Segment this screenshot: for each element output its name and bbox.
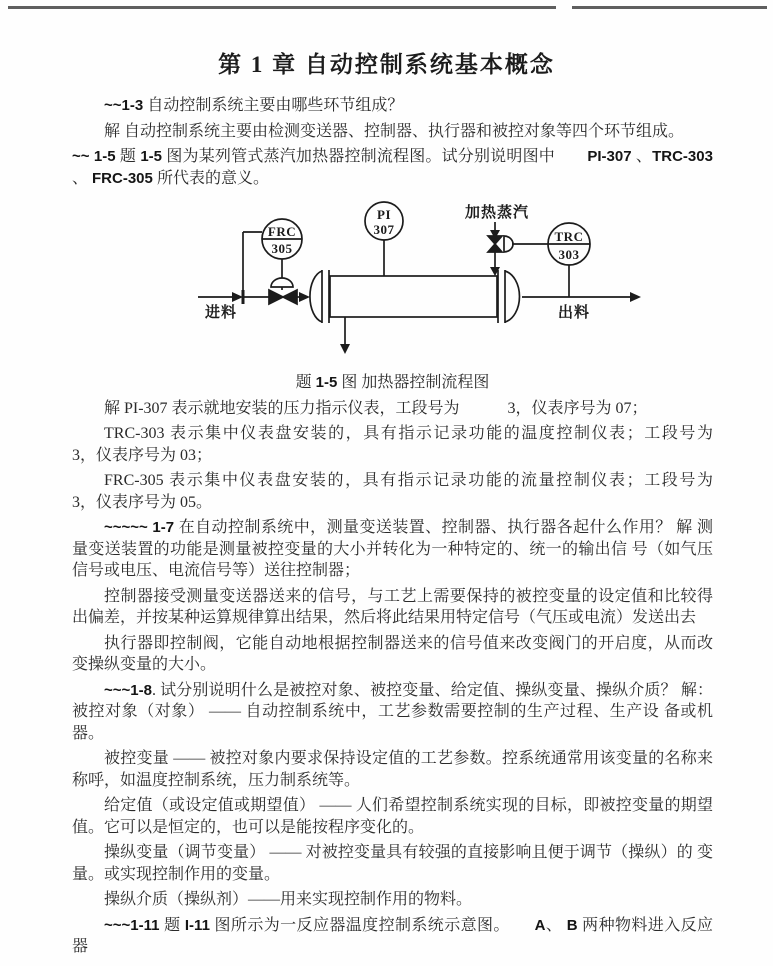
text-run: 操纵变量（调节变量） —— 对被控变量具有较强的直接影响且便于调节（操纵）的 变 量。或实现控制作用的变量。	[72, 844, 713, 883]
outlet-label: 出料	[557, 305, 591, 321]
drain-arrow	[340, 344, 350, 354]
pi-tag-text: PI	[377, 207, 391, 222]
control-valve-feed-icon	[269, 290, 297, 304]
answers-text-block	[72, 372, 746, 958]
emphasis-text-run: ~~~1-8	[104, 681, 152, 699]
text-run: 操纵介质（操纵剂）——用来实现控制作用的物料。	[104, 891, 473, 908]
frc-tag-text: FRC	[267, 224, 297, 239]
frc-number-text: 305	[271, 241, 293, 256]
answer-1-8-manipulated-medium	[72, 889, 713, 911]
text-run: 自动控制系统主要由哪些环节组成？	[147, 97, 404, 114]
feed-label: 进料	[204, 305, 238, 321]
emphasis-text-run: 1-5	[140, 148, 167, 165]
text-run: TRC-303 表示集中仪表盘安装的，具有指示记录功能的温度控制仪表；工段号为 3，仪表序号为 03；	[72, 425, 746, 464]
text-run: FRC-305 表示集中仪表盘安装的，具有指示记录功能的流量控制仪表；工段号为 3，仪表序号为 05。	[72, 472, 746, 511]
answer-1-7-actuator	[72, 633, 713, 676]
emphasis-text-run: B	[566, 916, 583, 934]
pi-number-text: 307	[373, 222, 395, 237]
answer-1-5-frc305	[72, 470, 746, 513]
text-run: 图为某列管式蒸汽加热器控制流程图。试分别说明图中	[166, 148, 588, 165]
emphasis-text-run: ~~~~~ 1-7	[104, 519, 179, 536]
answer-1-8-setpoint	[72, 795, 713, 838]
answer-1-5-pi307	[72, 398, 713, 420]
text-run: 图所示为一反应器温度控制系统示意图。	[214, 916, 535, 934]
emphasis-text-run: FRC-305	[92, 169, 158, 187]
text-run: 在自动控制系统中，测量变送装置、控制器、执行器各起什么作用？ 解 测量变送装置的功能是测量被控变量的大小并转化为一种特定的、统一的输出信 号（如气压信号或电压、电流信号等）送往控制器；	[72, 519, 713, 579]
process-flow-diagram	[0, 194, 773, 370]
emphasis-text-run: A	[534, 916, 546, 934]
text-run: 、	[545, 916, 567, 934]
answer-1-8-manipulated-variable	[72, 842, 713, 885]
question-1-11	[72, 915, 713, 958]
text-run: 题	[119, 148, 141, 165]
feed-arrow	[232, 292, 243, 302]
text-run: 执行器即控制阀，它能自动地根据控制器送来的信号值来改变阀门的开启度，从而改 变操纵变量的大小。	[72, 634, 713, 673]
text-run: 图 加热器控制流程图	[337, 374, 490, 391]
text-run: 给定值（或设定值或期望值） —— 人们希望控制系统实现的目标，即被控变量的期望 值。它可以是恒定的，也可以是能按程序变化的。	[72, 797, 713, 836]
question-answer-1-7	[72, 517, 713, 582]
answer-1-7-controller	[72, 586, 713, 629]
intro-text-block	[72, 95, 713, 189]
text-run: 所代表的意义。	[157, 169, 270, 187]
text-run: 控制器接受测量变送器送来的信号，与工艺上需要保持的被控变量的设定值和比较得 出偏差，并按某种运算规律算出结果，然后将此结果用特定信号（气压或电流）发送出去	[72, 587, 713, 626]
text-run: 题	[295, 374, 316, 391]
answer-1-5-trc303	[72, 423, 746, 466]
figure-caption	[72, 372, 713, 394]
text-run: 两种物料进入反应器	[72, 916, 714, 955]
answer-1-3	[72, 121, 713, 143]
steam-label: 加热蒸汽	[464, 205, 530, 221]
emphasis-text-run: TRC-303	[652, 148, 713, 165]
figure-heater-control-flow	[0, 194, 773, 370]
emphasis-text-run: I-11	[184, 916, 215, 934]
text-run: . 试分别说明什么是被控对象、被控变量、给定值、操纵变量、操纵介质？ 解：被控对象（对象） —— 自动控制系统中，工艺参数需要控制的生产过程、生产设 备或机器。	[72, 681, 713, 742]
answer-1-8-controlled-variable	[72, 748, 713, 791]
question-1-5	[72, 146, 713, 189]
valve-actuator-diaphragm-icon	[271, 278, 293, 287]
question-answer-1-8	[72, 680, 713, 745]
emphasis-text-run: ~~~1-11	[104, 916, 165, 934]
heat-exchanger-shell	[330, 276, 497, 317]
text-run: 解 自动控制系统主要由检测变送器、控制器、执行器和被控对象等四个环节组成。	[104, 122, 685, 140]
emphasis-text-run: PI-307	[587, 148, 636, 165]
scan-edge-line	[8, 6, 556, 9]
trc-tag-text: TRC	[554, 229, 584, 244]
exchanger-head-left	[310, 271, 322, 322]
scan-edge-line	[572, 6, 767, 9]
steam-valve-actuator-icon	[504, 236, 513, 252]
text-run: 解 PI-307 表示就地安装的压力指示仪表，工段号为 3，仪表序号为 07；	[104, 399, 648, 417]
text-run: 、	[72, 169, 93, 187]
outlet-arrow	[630, 292, 641, 302]
feed-arrow	[299, 292, 310, 302]
text-run: 、	[635, 148, 653, 165]
emphasis-text-run: ~~ 1-5	[72, 148, 120, 165]
exchanger-head-right	[505, 271, 519, 322]
emphasis-text-run: ~~1-3	[104, 97, 148, 114]
text-run: 被控变量 —— 被控对象内要求保持设定值的工艺参数。控系统通常用该变量的名称来 称呼，如温度控制系统，压力制系统等。	[72, 750, 713, 789]
text-run: 题	[164, 916, 185, 934]
emphasis-text-run: 1-5	[315, 374, 338, 391]
chapter-title: 第 1 章 自动控制系统基本概念	[218, 52, 555, 77]
trc-number-text: 303	[558, 247, 580, 262]
question-1-3	[72, 95, 713, 117]
steam-line	[488, 222, 548, 270]
